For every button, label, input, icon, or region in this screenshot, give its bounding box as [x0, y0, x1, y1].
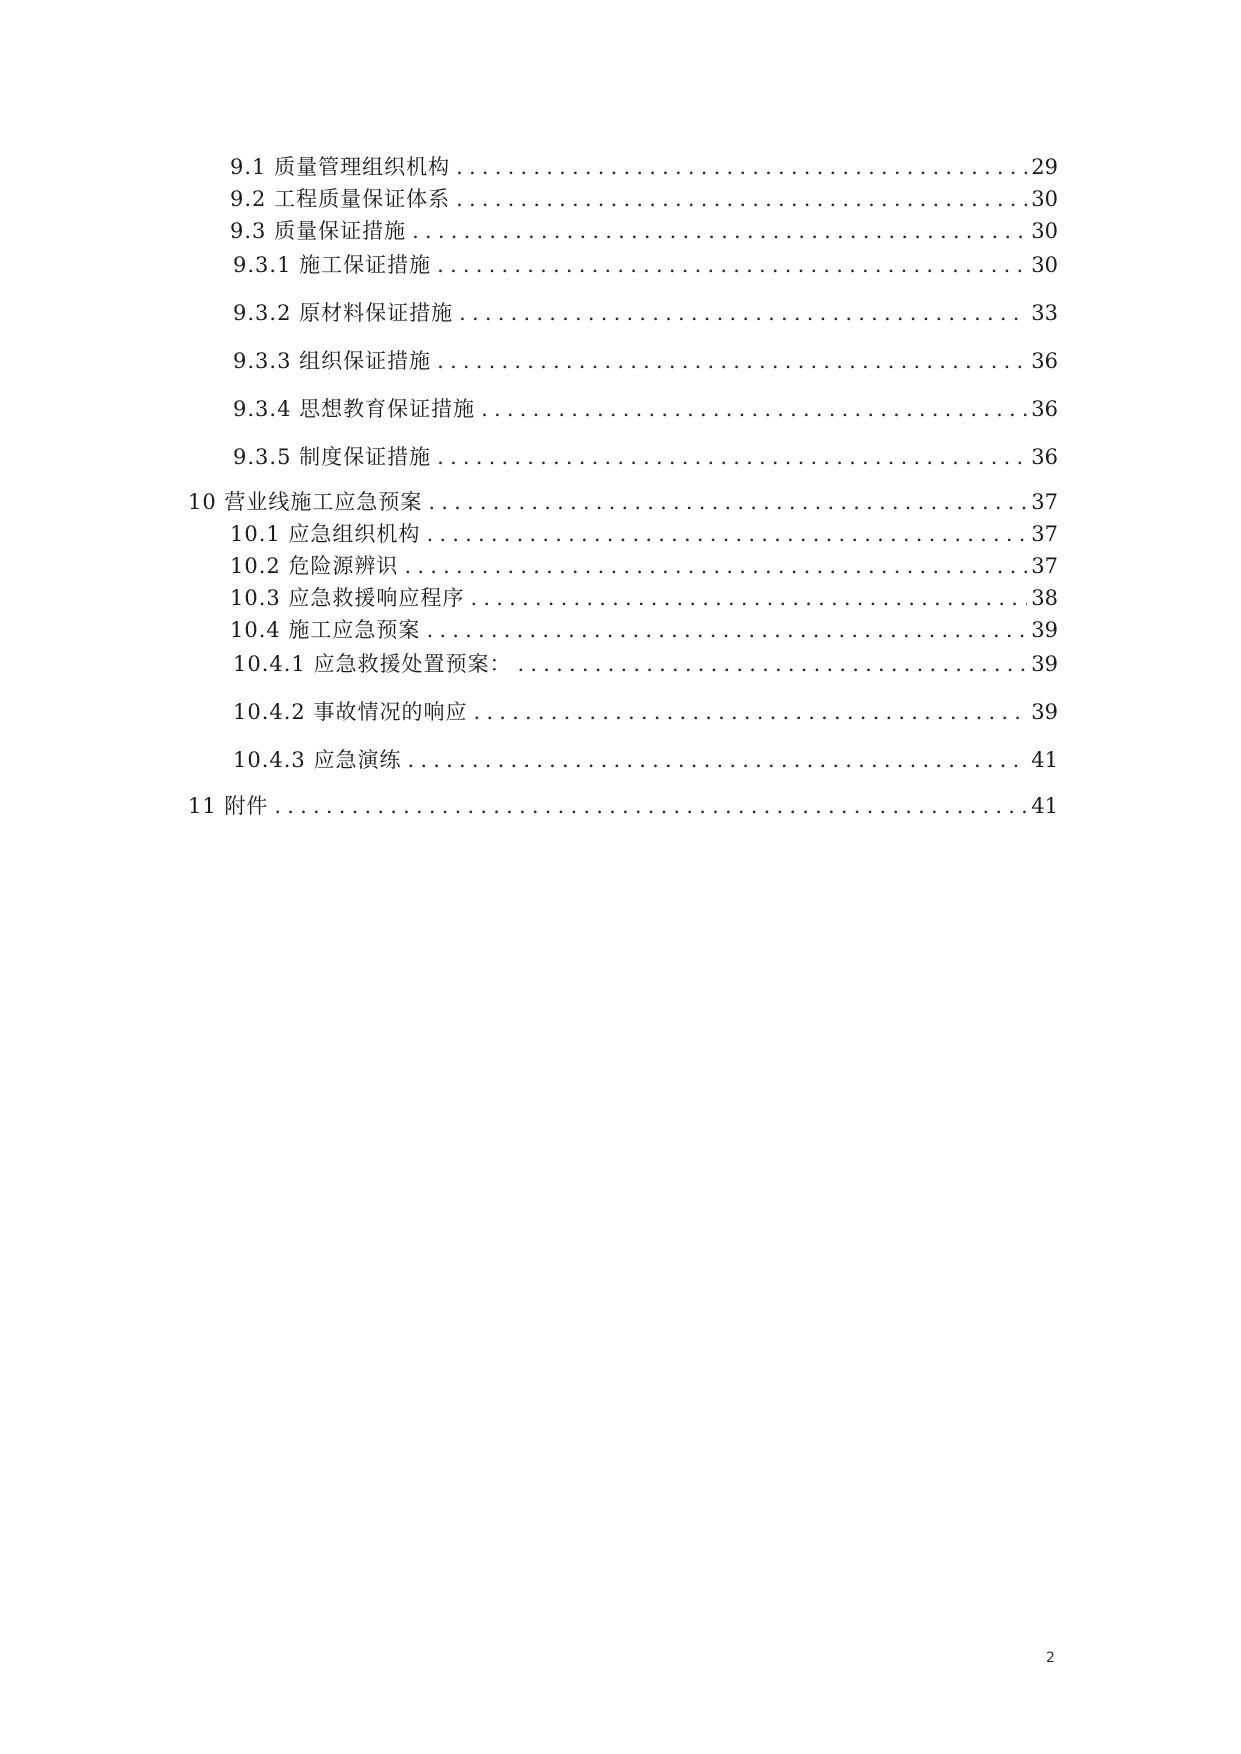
toc-entry-9-2[interactable]	[230, 184, 1058, 214]
toc-entry-10-4[interactable]	[230, 615, 1058, 645]
toc-dot-leader	[407, 745, 1027, 775]
toc-page-number: 33	[1031, 301, 1058, 325]
toc-entry-title: 11 附件	[188, 794, 269, 818]
toc-dot-leader	[437, 346, 1027, 376]
toc-page-number: 37	[1031, 490, 1058, 514]
toc-dot-leader	[481, 394, 1027, 424]
toc-dot-leader	[437, 442, 1027, 472]
toc-entry-11[interactable]	[188, 791, 1058, 821]
toc-dot-leader	[473, 697, 1027, 727]
toc-entry-9-3-4[interactable]	[233, 394, 1058, 424]
toc-entry-title: 10.3 应急救援响应程序	[230, 586, 465, 610]
footer-page-number: 2	[1046, 1650, 1055, 1666]
toc-entry-title: 9.3.1 施工保证措施	[233, 253, 432, 277]
toc-entry-title: 10.4.1 应急救援处置预案：	[233, 652, 512, 676]
toc-entry-title: 10 营业线施工应急预案	[188, 490, 423, 514]
toc-entry-9-3[interactable]	[230, 216, 1058, 246]
toc-entry-10-4-3[interactable]	[233, 745, 1058, 775]
toc-entry-title: 9.2 工程质量保证体系	[230, 187, 451, 211]
toc-entry-title: 9.3.4 思想教育保证措施	[233, 397, 476, 421]
toc-dot-leader	[426, 615, 1027, 645]
toc-page-number: 41	[1031, 748, 1058, 772]
toc-entry-title: 9.3.2 原材料保证措施	[233, 301, 454, 325]
toc-dot-leader	[404, 551, 1027, 581]
toc-page-number: 39	[1031, 618, 1058, 642]
toc-entry-10-3[interactable]	[230, 583, 1058, 613]
toc-dot-leader	[456, 152, 1027, 182]
toc-entry-9-3-1[interactable]	[233, 250, 1058, 280]
toc-dot-leader	[412, 216, 1027, 246]
toc-dot-leader	[437, 250, 1027, 280]
toc-dot-leader	[426, 519, 1027, 549]
toc-dot-leader	[470, 583, 1027, 613]
toc-page-number: 41	[1031, 794, 1058, 818]
toc-entry-title: 9.3.5 制度保证措施	[233, 445, 432, 469]
toc-entry-title: 10.1 应急组织机构	[230, 522, 421, 546]
toc-entry-9-1[interactable]	[230, 152, 1058, 182]
toc-page-number: 29	[1031, 155, 1058, 179]
toc-entry-10-1[interactable]	[230, 519, 1058, 549]
toc-entry-title: 10.2 危险源辨识	[230, 554, 399, 578]
toc-page-number: 39	[1031, 700, 1058, 724]
toc-page-number: 30	[1031, 219, 1058, 243]
toc-dot-leader	[428, 487, 1027, 517]
toc-entry-10-4-1[interactable]	[233, 649, 1058, 679]
toc-dot-leader	[517, 649, 1027, 679]
toc-page-number: 36	[1031, 397, 1058, 421]
toc-entry-10-2[interactable]	[230, 551, 1058, 581]
toc-page-number: 37	[1031, 522, 1058, 546]
toc-page-number: 30	[1031, 253, 1058, 277]
toc-entry-title: 10.4 施工应急预案	[230, 618, 421, 642]
toc-entry-10[interactable]	[188, 487, 1058, 517]
toc-entry-title: 9.3 质量保证措施	[230, 219, 407, 243]
toc-dot-leader	[456, 184, 1027, 214]
toc-entry-10-4-2[interactable]	[233, 697, 1058, 727]
toc-page-number: 37	[1031, 554, 1058, 578]
toc-entry-9-3-2[interactable]	[233, 298, 1058, 328]
toc-entry-title: 9.3.3 组织保证措施	[233, 349, 432, 373]
toc-dot-leader	[274, 791, 1027, 821]
toc-page-number: 36	[1031, 349, 1058, 373]
toc-page-number: 39	[1031, 652, 1058, 676]
toc-entry-title: 10.4.3 应急演练	[233, 748, 402, 772]
toc-entry-9-3-5[interactable]	[233, 442, 1058, 472]
toc-page-number: 38	[1031, 586, 1058, 610]
toc-entry-title: 10.4.2 事故情况的响应	[233, 700, 468, 724]
toc-entry-9-3-3[interactable]	[233, 346, 1058, 376]
toc-dot-leader	[459, 298, 1027, 328]
toc-page-number: 30	[1031, 187, 1058, 211]
toc-page-number: 36	[1031, 445, 1058, 469]
toc-entry-title: 9.1 质量管理组织机构	[230, 155, 451, 179]
